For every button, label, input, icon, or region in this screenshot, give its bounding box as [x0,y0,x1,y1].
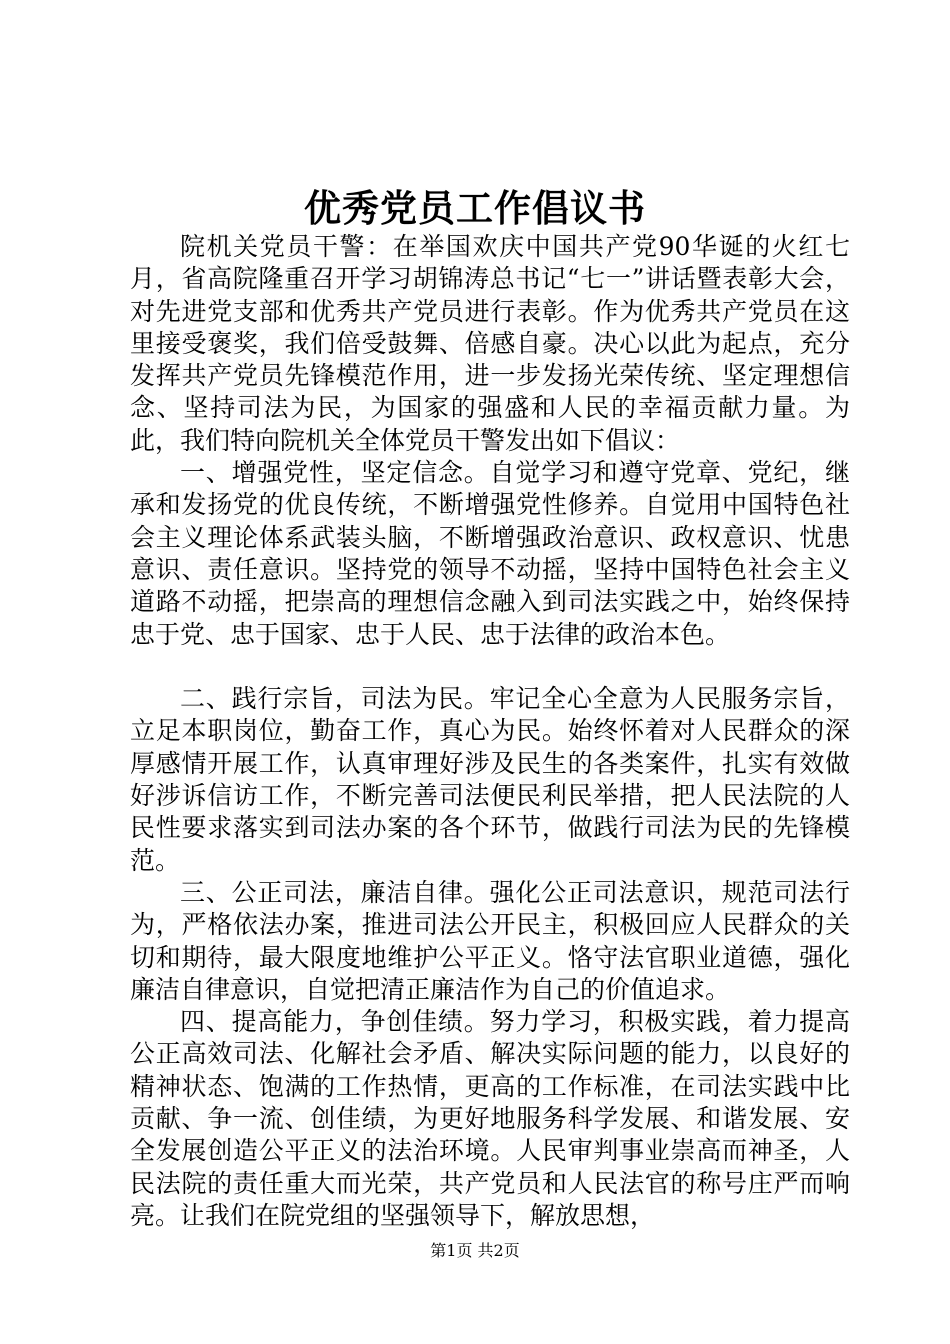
page-number-footer: 第1页 共2页 [430,1241,520,1260]
document-title: 优秀党员工作倡议书 [304,186,646,230]
document-body [130,231,850,1232]
paragraph-point-4: 四、提高能力，争创佳绩。努力学习，积极实践，着力提高公正高效司法、化解社会矛盾、解决实际问题的能力，以良好的精神状态、饱满的工作热情，更高的工作标准，在司法实践中比贡献、争一流、创佳绩，为更好地服务科学发展、和谐发展、安全发展创造公平正义的法治环境。人民审判事业崇高而神圣，人民法院的责任重大而光荣，共产党员和人民法官的称号庄严而响亮。让我们在院党组的坚强领导下，解放思想， [130,1007,850,1230]
paragraph-intro: 院机关党员干警：在举国欢庆中国共产党90华诞的火红七月，省高院隆重召开学习胡锦涛总书记“七一”讲话暨表彰大会，对先进党支部和优秀共产党员进行表彰。作为优秀共产党员在这里接受褒奖，我们倍受鼓舞、倍感自豪。决心以此为起点，充分发挥共产党员先锋模范作用，进一步发扬光荣传统、坚定理想信念、坚持司法为民，为国家的强盛和人民的幸福贡献力量。为此，我们特向院机关全体党员干警发出如下倡议： [130,232,850,455]
paragraph-point-2: 二、践行宗旨，司法为民。牢记全心全意为人民服务宗旨，立足本职岗位，勤奋工作，真心为民。始终怀着对人民群众的深厚感情开展工作，认真审理好涉及民生的各类案件，扎实有效做好涉诉信访工作，不断完善司法便民利民举措，把人民法院的人民性要求落实到司法办案的各个环节，做践行司法为民的先锋模范。 [130,684,850,875]
paragraph-point-1: 一、增强党性，坚定信念。自觉学习和遵守党章、党纪，继承和发扬党的优良传统，不断增强党性修养。自觉用中国特色社会主义理论体系武装头脑，不断增强政治意识、政权意识、忧患意识、责任意识。坚持党的领导不动摇，坚持中国特色社会主义道路不动摇，把崇高的理想信念融入到司法实践之中，始终保持忠于党、忠于国家、忠于人民、忠于法律的政治本色。 [130,458,850,649]
paragraph-point-3: 三、公正司法，廉洁自律。强化公正司法意识，规范司法行为，严格依法办案，推进司法公开民主，积极回应人民群众的关切和期待，最大限度地维护公平正义。恪守法官职业道德，强化廉洁自律意识，自觉把清正廉洁作为自己的价值追求。 [130,877,850,1004]
